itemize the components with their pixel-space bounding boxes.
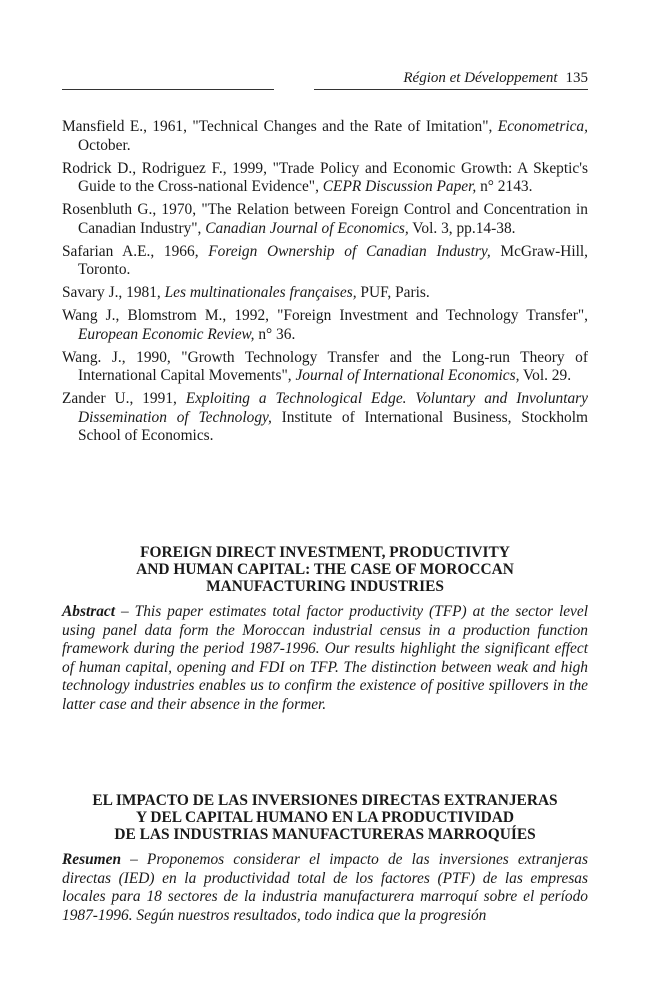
english-title-line-3: MANUFACTURING INDUSTRIES (206, 578, 444, 595)
reference-item: Safarian A.E., 1966, Foreign Ownership of Canadian Industry, McGraw-Hill, Toronto. (62, 242, 589, 278)
journal-title: Région et Développement (403, 70, 558, 86)
english-title-line-2: AND HUMAN CAPITAL: THE CASE OF MOROCCAN (136, 561, 514, 578)
header-rule-right (314, 89, 588, 90)
english-abstract (62, 603, 588, 714)
running-title (403, 70, 588, 87)
running-header (62, 68, 588, 90)
reference-item: Wang. J., 1990, "Growth Technology Transfer and the Long-run Theory of International Capital Movements", Journal of International Economics, Vol. 29. (62, 348, 588, 384)
resumen-text: – Proponemos considerar el impacto de las inversiones extranjeras directas (IED) en la productividad total de los factores (PTF) de las empresas locales para 18 sectores de la industria manufacturera marroquí sobre el período 1987-1996. Según nuestros resultados, todo indica que la progresión (62, 851, 588, 924)
reference-item: Wang J., Blomstrom M., 1992, "Foreign Investment and Technology Transfer", European Economic Review, n° 36. (62, 307, 588, 343)
reference-item: Rodrick D., Rodriguez F., 1999, "Trade Policy and Economic Growth: A Skeptic's Guide to the Cross-national Evidence", CEPR Discussion Paper, n° 2143. (62, 159, 588, 195)
reference-list (62, 118, 588, 450)
spanish-title-line-1: EL IMPACTO DE LAS INVERSIONES DIRECTAS EXTRANJERAS (92, 792, 558, 809)
english-section (62, 544, 588, 714)
spanish-title-line-3: DE LAS INDUSTRIAS MANUFACTURERAS MARROQUÍES (114, 826, 536, 843)
spanish-title-line-2: Y DEL CAPITAL HUMANO EN LA PRODUCTIVIDAD (136, 809, 514, 826)
abstract-label: Abstract (62, 603, 116, 620)
english-title-line-1: FOREIGN DIRECT INVESTMENT, PRODUCTIVITY (140, 544, 510, 561)
reference-item: Rosenbluth G., 1970, "The Relation between Foreign Control and Concentration in Canadian Industry", Canadian Journal of Economics, Vol. 3, pp.14-38. (62, 201, 588, 237)
reference-item: Mansfield E., 1961, "Technical Changes and the Rate of Imitation", Econometrica, October. (62, 118, 588, 154)
abstract-text: – This paper estimates total factor productivity (TFP) at the sector level using panel data form the Moroccan industrial census in a production function framework during the period 1987-1996. Our results highlight the significant effect of human capital, opening and FDI on TFP. The distinction between weak and high technology industries enables us to confirm the existence of positive spillovers in the latter case and their absence in the former. (62, 603, 588, 713)
spanish-abstract (62, 851, 588, 925)
spanish-section (62, 792, 588, 925)
reference-item: Zander U., 1991, Exploiting a Technological Edge. Voluntary and Involuntary Dissemination of Technology, Institute of International Business, Stockholm School of Economics. (62, 390, 589, 444)
resumen-label: Resumen (62, 851, 122, 868)
reference-item: Savary J., 1981, Les multinationales françaises, PUF, Paris. (62, 284, 430, 301)
header-rule-left (62, 89, 274, 90)
page-number: 135 (565, 70, 588, 86)
